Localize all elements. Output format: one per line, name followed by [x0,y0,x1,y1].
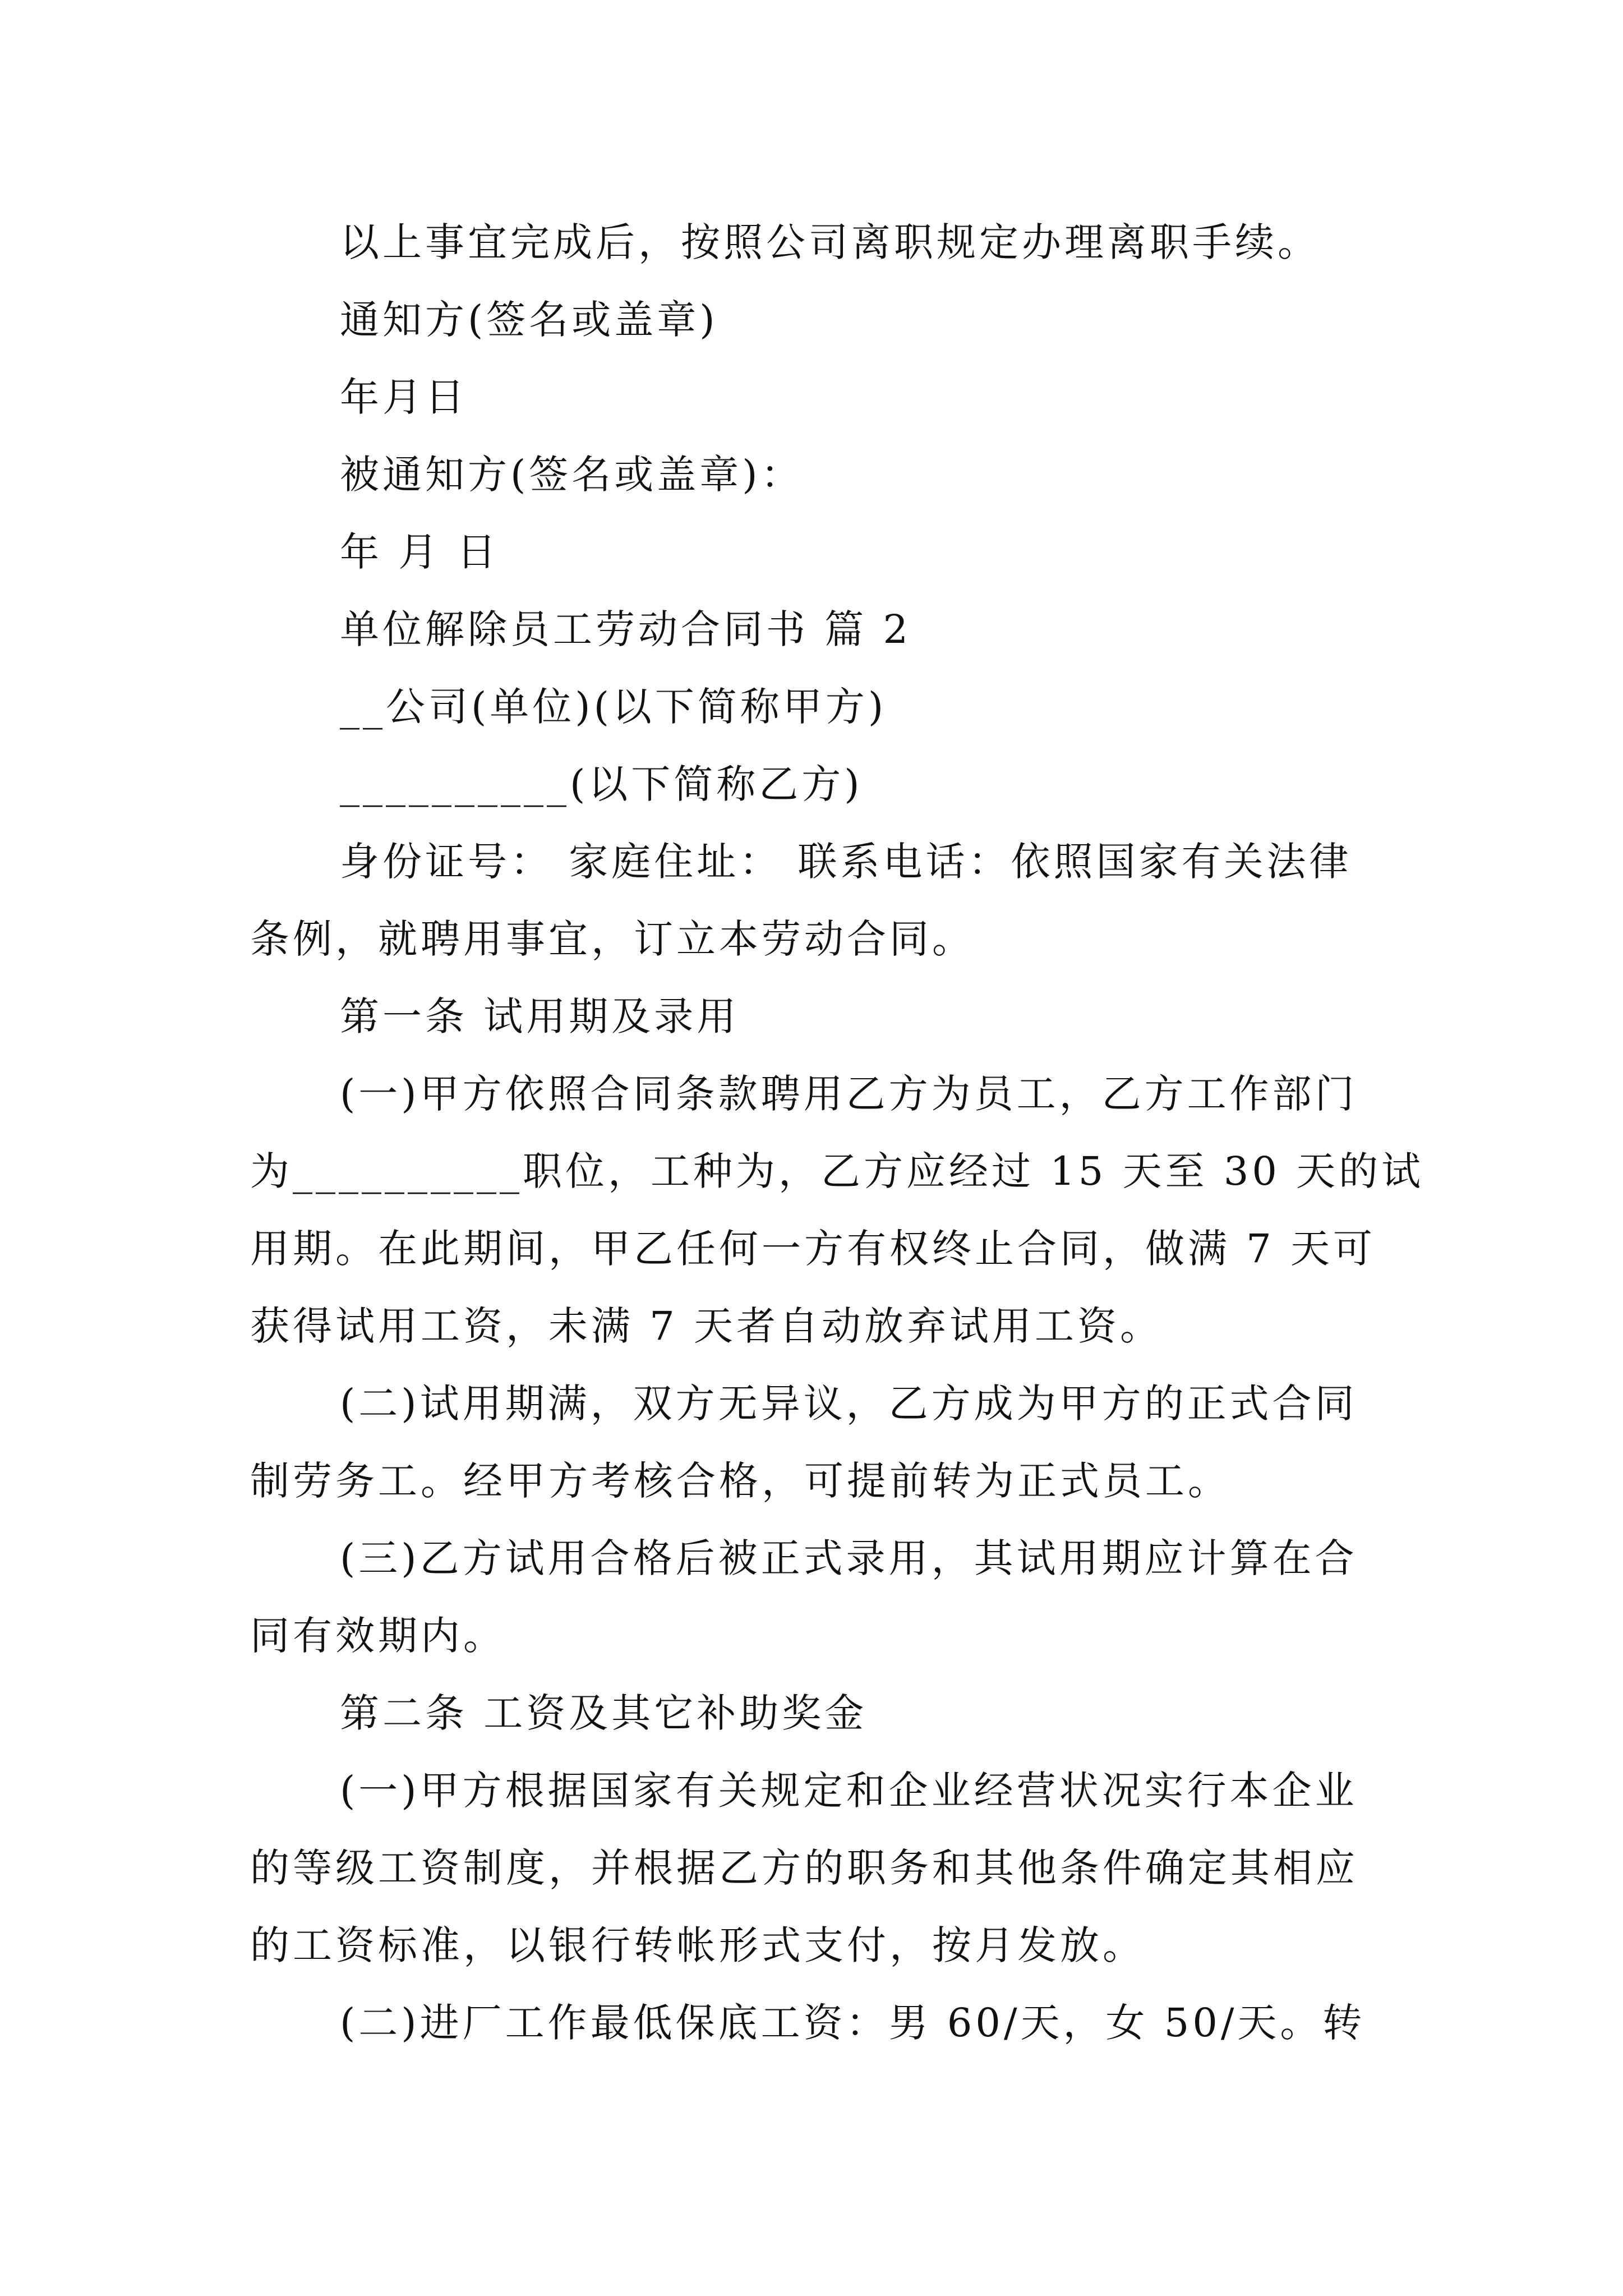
text-line: 条例，就聘用事宜，订立本劳动合同。 [250,916,975,962]
text-line: 的工资标准，以银行转帐形式支付，按月发放。 [250,1922,1145,1968]
text-line: 制劳务工。经甲方考核合格，可提前转为正式员工。 [250,1458,1230,1504]
text-line: 的等级工资制度，并根据乙方的职务和其他条件确定其相应 [250,1845,1358,1891]
text-line: (一)甲方根据国家有关规定和企业经营状况实行本企业 [340,1768,1358,1814]
section-heading: 单位解除员工劳动合同书 篇 2 [340,606,912,652]
text-line: 同有效期内。 [250,1613,506,1659]
text-line: __公司(单位)(以下简称甲方) [340,684,887,730]
text-line: (二)进厂工作最低保底工资：男 60/天，女 50/天。转 [340,2000,1366,2046]
text-line: 获得试用工资，未满 7 天者自动放弃试用工资。 [250,1303,1163,1349]
text-line: 为__________职位，工种为，乙方应经过 15 天至 30 天的试 [250,1148,1424,1194]
article-heading: 第一条 试用期及录用 [340,993,740,1039]
text-line: 身份证号： 家庭住址： 联系电话：依照国家有关法律 [340,839,1352,885]
article-heading: 第二条 工资及其它补助奖金 [340,1690,868,1736]
text-line: (三)乙方试用合格后被正式录用，其试用期应计算在合 [340,1535,1358,1581]
text-line: __________(以下简称乙方) [340,761,863,807]
text-line: 年 月 日 [340,529,500,575]
text-line: 用期。在此期间，甲乙任何一方有权终止合同，做满 7 天可 [250,1226,1376,1272]
text-line: 通知方(签名或盖章) [340,297,718,343]
text-line: 被通知方(签名或盖章)： [340,452,804,498]
text-line: (一)甲方依照合同条款聘用乙方为员工，乙方工作部门 [340,1071,1358,1117]
text-line: 以上事宜完成后，按照公司离职规定办理离职手续。 [340,219,1320,265]
text-line: 年月日 [340,374,468,420]
text-line: (二)试用期满，双方无异议，乙方成为甲方的正式合同 [340,1381,1358,1427]
